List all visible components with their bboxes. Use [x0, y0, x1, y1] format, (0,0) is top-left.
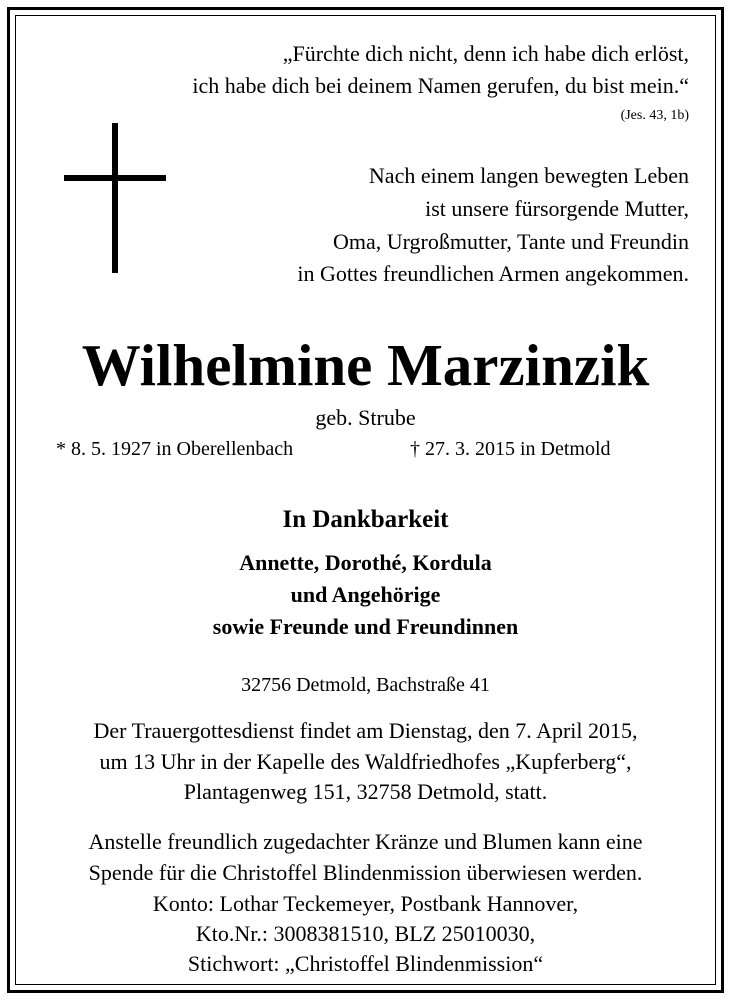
donation-line-4: Kto.Nr.: 3008381510, BLZ 25010030,	[195, 921, 536, 946]
donation-line-2: Spende für die Christoffel Blindenmission überwiesen werden.	[88, 860, 643, 885]
maiden-name: geb. Strube	[315, 405, 416, 430]
intro-line-1: Nach einem langen bewegten Leben	[368, 163, 689, 188]
mourners-line-1: Annette, Dorothé, Kordula	[239, 550, 492, 575]
deceased-name: Wilhelmine Marzinzik	[81, 332, 650, 398]
quote-line-1: „Fürchte dich nicht, denn ich habe dich erlöst,	[282, 41, 689, 66]
intro-line-2: ist unsere fürsorgende Mutter,	[425, 196, 689, 221]
mourners-heading: In Dankbarkeit	[282, 506, 449, 533]
address: 32756 Detmold, Bachstraße 41	[241, 674, 490, 696]
quote-source: (Jes. 43, 1b)	[620, 108, 689, 123]
donation-line-1: Anstelle freundlich zugedachter Kränze und Blumen kann eine	[88, 829, 643, 854]
intro-line-3: Oma, Urgroßmutter, Tante und Freundin	[332, 229, 689, 254]
service-line-1: Der Trauergottesdienst findet am Dienstag, den 7. April 2015,	[93, 718, 638, 743]
intro-line-4: in Gottes freundlichen Armen angekommen.	[297, 261, 689, 286]
mourners-line-3: sowie Freunde und Freundinnen	[212, 614, 519, 639]
birth-info: * 8. 5. 1927 in Oberellenbach	[56, 438, 294, 460]
donation-line-5: Stichwort: „Christoffel Blindenmission“	[187, 951, 544, 976]
donation-line-3: Konto: Lothar Teckemeyer, Postbank Hannover,	[152, 891, 579, 916]
quote-line-2: ich habe dich bei deinem Namen gerufen, du bist mein.“	[192, 73, 689, 98]
death-info: † 27. 3. 2015 in Detmold	[410, 438, 611, 460]
mourners-line-2: und Angehörige	[290, 582, 441, 607]
service-line-3: Plantagenweg 151, 32758 Detmold, statt.	[183, 779, 548, 804]
service-line-2: um 13 Uhr in der Kapelle des Waldfriedhofes „Kupferberg“,	[99, 749, 632, 774]
